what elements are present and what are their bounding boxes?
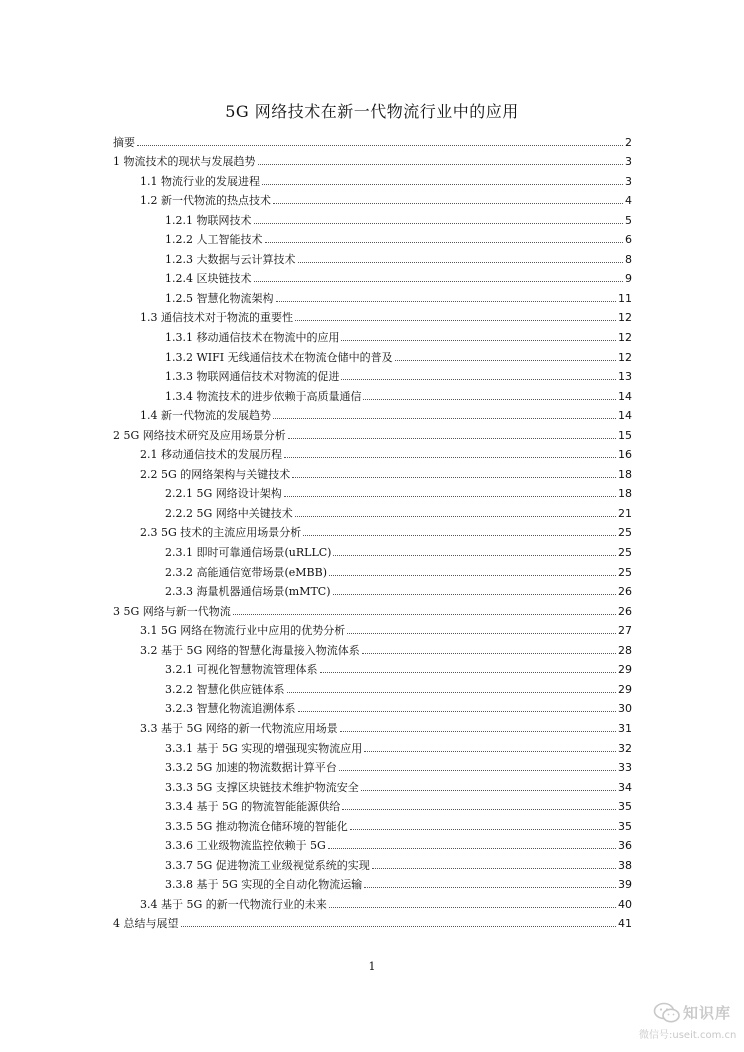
toc-entry[interactable] xyxy=(113,364,632,384)
toc-entry-page: 34 xyxy=(618,780,632,794)
toc-entry[interactable] xyxy=(113,285,632,305)
toc-entry-label: 1 物流技术的现状与发展趋势 xyxy=(113,155,256,169)
toc-entry[interactable] xyxy=(113,149,632,169)
toc-entry-page: 33 xyxy=(618,761,632,775)
toc-leader-dots xyxy=(295,516,616,517)
toc-leader-dots xyxy=(298,711,617,712)
toc-entry-page: 28 xyxy=(618,643,632,657)
toc-entry-page: 32 xyxy=(618,741,632,755)
toc-entry-label: 1.2.3 大数据与云计算技术 xyxy=(165,252,296,266)
toc-entry-label: 3.3.2 5G 加速的物流数据计算平台 xyxy=(165,761,337,775)
toc-entry[interactable] xyxy=(113,559,632,579)
toc-entry[interactable] xyxy=(113,891,632,911)
toc-entry-label: 3.3 基于 5G 网络的新一代物流应用场景 xyxy=(140,721,338,735)
toc-leader-dots xyxy=(361,790,616,791)
toc-entry[interactable] xyxy=(113,227,632,247)
toc-leader-dots xyxy=(137,145,623,146)
toc-leader-dots xyxy=(350,829,616,830)
toc-entry-page: 25 xyxy=(618,546,632,560)
toc-entry-label: 2.2.2 5G 网络中关键技术 xyxy=(165,506,293,520)
toc-entry[interactable] xyxy=(113,344,632,364)
toc-leader-dots xyxy=(333,555,616,556)
toc-entry-label: 3.3.6 工业级物流监控依赖于 5G xyxy=(165,839,326,853)
toc-entry[interactable] xyxy=(113,520,632,540)
toc-entry-page: 30 xyxy=(618,702,632,716)
toc-entry-label: 3.3.8 基于 5G 实现的全自动化物流运输 xyxy=(165,878,363,892)
toc-entry-page: 12 xyxy=(618,311,632,325)
toc-leader-dots xyxy=(284,496,616,497)
toc-leader-dots xyxy=(284,457,616,458)
toc-entry-label: 3.2.2 智慧化供应链体系 xyxy=(165,682,285,696)
toc-entry[interactable] xyxy=(113,852,632,872)
toc-entry[interactable] xyxy=(113,657,632,677)
toc-entry-page: 11 xyxy=(618,291,632,305)
toc-entry-page: 9 xyxy=(625,272,632,286)
toc-entry-page: 12 xyxy=(618,350,632,364)
toc-leader-dots xyxy=(342,809,616,810)
toc-entry-page: 27 xyxy=(618,624,632,638)
toc-entry[interactable] xyxy=(113,715,632,735)
toc-entry-page: 35 xyxy=(618,800,632,814)
toc-entry-label: 1.3.4 物流技术的进步依赖于高质量通信 xyxy=(165,389,362,403)
toc-entry-page: 39 xyxy=(618,878,632,892)
toc-entry-label: 摘要 xyxy=(113,135,135,149)
toc-entry[interactable] xyxy=(113,383,632,403)
toc-entry-page: 31 xyxy=(618,721,632,735)
toc-leader-dots xyxy=(364,887,616,888)
toc-entry[interactable] xyxy=(113,618,632,638)
toc-entry-page: 40 xyxy=(618,897,632,911)
toc-entry-label: 1.3 通信技术对于物流的重要性 xyxy=(140,311,293,325)
toc-entry-page: 29 xyxy=(618,663,632,677)
toc-leader-dots xyxy=(362,653,616,654)
toc-leader-dots xyxy=(303,535,616,536)
toc-entry-page: 18 xyxy=(618,487,632,501)
toc-entry[interactable] xyxy=(113,481,632,501)
toc-entry-label: 2.3.3 海量机器通信场景(mMTC) xyxy=(165,585,331,599)
toc-entry-label: 1.1 物流行业的发展进程 xyxy=(140,174,260,188)
toc-leader-dots xyxy=(347,633,616,634)
toc-entry-label: 1.4 新一代物流的发展趋势 xyxy=(140,409,271,423)
toc-leader-dots xyxy=(298,262,624,263)
toc-entry[interactable] xyxy=(113,872,632,892)
toc-leader-dots xyxy=(265,242,624,243)
toc-entry[interactable] xyxy=(113,598,632,618)
toc-entry[interactable] xyxy=(113,188,632,208)
toc-entry[interactable] xyxy=(113,911,632,931)
toc-leader-dots xyxy=(333,594,616,595)
toc-leader-dots xyxy=(262,184,623,185)
toc-entry-label: 2.3.1 即时可靠通信场景(uRLLC) xyxy=(165,546,332,560)
toc-leader-dots xyxy=(273,418,616,419)
toc-leader-dots xyxy=(295,320,616,321)
toc-entry-label: 3.2 基于 5G 网络的智慧化海量接入物流体系 xyxy=(140,643,360,657)
toc-entry-label: 1.3.3 物联网通信技术对物流的促进 xyxy=(165,370,340,384)
toc-entry-label: 2 5G 网络技术研究及应用场景分析 xyxy=(113,428,286,442)
toc-entry-page: 36 xyxy=(618,839,632,853)
page-title: 5G 网络技术在新一代物流行业中的应用 xyxy=(225,102,519,121)
toc-entry-label: 1.2 新一代物流的热点技术 xyxy=(140,194,271,208)
toc-entry[interactable] xyxy=(113,735,632,755)
toc-entry-page: 18 xyxy=(618,467,632,481)
toc-entry-page: 35 xyxy=(618,819,632,833)
toc-entry-label: 3 5G 网络与新一代物流 xyxy=(113,604,231,618)
toc-entry-page: 4 xyxy=(625,194,632,208)
toc-entry[interactable] xyxy=(113,422,632,442)
toc-entry-label: 3.2.1 可视化智慧物流管理体系 xyxy=(165,663,318,677)
toc-entry-label: 1.2.4 区块链技术 xyxy=(165,272,252,286)
toc-leader-dots xyxy=(363,399,616,400)
toc-entry-page: 41 xyxy=(618,917,632,931)
toc-entry-page: 26 xyxy=(618,604,632,618)
toc-leader-dots xyxy=(341,340,616,341)
toc-entry-label: 4 总结与展望 xyxy=(113,917,179,931)
toc-entry-label: 1.3.1 移动通信技术在物流中的应用 xyxy=(165,331,340,345)
toc-entry-label: 2.2.1 5G 网络设计架构 xyxy=(165,487,282,501)
toc-leader-dots xyxy=(339,770,616,771)
toc-entry-page: 26 xyxy=(618,585,632,599)
toc-entry-page: 16 xyxy=(618,448,632,462)
toc-entry-label: 3.4 基于 5G 的新一代物流行业的未来 xyxy=(140,897,327,911)
toc-entry-page: 12 xyxy=(618,331,632,345)
toc-entry-page: 25 xyxy=(618,565,632,579)
table-of-contents xyxy=(113,129,632,930)
toc-entry-label: 1.2.5 智慧化物流架构 xyxy=(165,291,274,305)
toc-entry[interactable] xyxy=(113,794,632,814)
wechat-icon xyxy=(653,1002,681,1024)
toc-entry[interactable] xyxy=(113,324,632,344)
watermark-sub: 微信号:useit.com.cn xyxy=(639,1030,737,1041)
toc-entry-page: 8 xyxy=(625,252,632,266)
toc-leader-dots xyxy=(329,907,616,908)
toc-leader-dots xyxy=(233,614,616,615)
toc-entry-page: 14 xyxy=(618,409,632,423)
toc-entry-page: 3 xyxy=(625,155,632,169)
toc-entry-page: 3 xyxy=(625,174,632,188)
toc-entry-label: 2.1 移动通信技术的发展历程 xyxy=(140,448,282,462)
toc-entry[interactable] xyxy=(113,129,632,149)
toc-leader-dots xyxy=(288,438,616,439)
toc-leader-dots xyxy=(340,731,616,732)
toc-entry-label: 2.2 5G 的网络架构与关键技术 xyxy=(140,467,291,481)
toc-entry-page: 14 xyxy=(618,389,632,403)
toc-leader-dots xyxy=(328,848,616,849)
toc-leader-dots xyxy=(320,672,617,673)
toc-entry[interactable] xyxy=(113,579,632,599)
toc-entry-page: 29 xyxy=(618,682,632,696)
toc-leader-dots xyxy=(276,301,617,302)
toc-entry-page: 21 xyxy=(618,506,632,520)
watermark xyxy=(635,1000,740,1046)
toc-entry-label: 3.3.1 基于 5G 实现的增强现实物流应用 xyxy=(165,741,363,755)
toc-entry-page: 15 xyxy=(618,428,632,442)
toc-leader-dots xyxy=(273,203,623,204)
toc-entry[interactable] xyxy=(113,500,632,520)
toc-leader-dots xyxy=(372,868,616,869)
toc-entry-page: 5 xyxy=(625,213,632,227)
toc-leader-dots xyxy=(254,223,624,224)
toc-entry[interactable] xyxy=(113,168,632,188)
toc-entry[interactable] xyxy=(113,403,632,423)
toc-entry[interactable] xyxy=(113,305,632,325)
toc-entry[interactable] xyxy=(113,539,632,559)
toc-entry-page: 6 xyxy=(625,233,632,247)
toc-leader-dots xyxy=(254,281,624,282)
toc-entry-page: 38 xyxy=(618,858,632,872)
toc-entry[interactable] xyxy=(113,266,632,286)
toc-entry-label: 3.3.5 5G 推动物流仓储环境的智能化 xyxy=(165,819,348,833)
toc-entry[interactable] xyxy=(113,461,632,481)
toc-entry[interactable] xyxy=(113,813,632,833)
toc-entry-label: 1.2.1 物联网技术 xyxy=(165,213,252,227)
toc-entry[interactable] xyxy=(113,207,632,227)
toc-leader-dots xyxy=(181,926,617,927)
toc-entry-label: 3.2.3 智慧化物流追溯体系 xyxy=(165,702,296,716)
toc-entry[interactable] xyxy=(113,755,632,775)
toc-entry-label: 1.2.2 人工智能技术 xyxy=(165,233,263,247)
toc-entry-label: 3.3.7 5G 促进物流工业级视觉系统的实现 xyxy=(165,858,370,872)
toc-entry[interactable] xyxy=(113,637,632,657)
toc-entry[interactable] xyxy=(113,833,632,853)
toc-entry[interactable] xyxy=(113,442,632,462)
toc-leader-dots xyxy=(395,360,616,361)
toc-entry-label: 3.3.4 基于 5G 的物流智能能源供给 xyxy=(165,800,341,814)
toc-leader-dots xyxy=(287,692,617,693)
toc-entry-label: 1.3.2 WIFI 无线通信技术在物流仓储中的普及 xyxy=(165,350,393,364)
toc-entry[interactable] xyxy=(113,696,632,716)
page-number: 1 xyxy=(368,960,376,973)
toc-entry-label: 2.3.2 高能通信宽带场景(eMBB) xyxy=(165,565,328,579)
toc-entry-label: 3.1 5G 网络在物流行业中应用的优势分析 xyxy=(140,624,346,638)
watermark-brand: 知识库 xyxy=(683,1004,732,1022)
toc-entry-label: 3.3.3 5G 支撑区块链技术维护物流安全 xyxy=(165,780,359,794)
toc-entry[interactable] xyxy=(113,774,632,794)
toc-entry-page: 2 xyxy=(625,135,632,149)
toc-leader-dots xyxy=(258,164,624,165)
toc-entry-page: 13 xyxy=(618,370,632,384)
toc-entry-label: 2.3 5G 技术的主流应用场景分析 xyxy=(140,526,302,540)
toc-entry-page: 25 xyxy=(618,526,632,540)
toc-leader-dots xyxy=(292,477,616,478)
toc-leader-dots xyxy=(364,751,616,752)
toc-entry[interactable] xyxy=(113,246,632,266)
toc-entry[interactable] xyxy=(113,676,632,696)
toc-leader-dots xyxy=(329,575,616,576)
toc-leader-dots xyxy=(341,379,616,380)
